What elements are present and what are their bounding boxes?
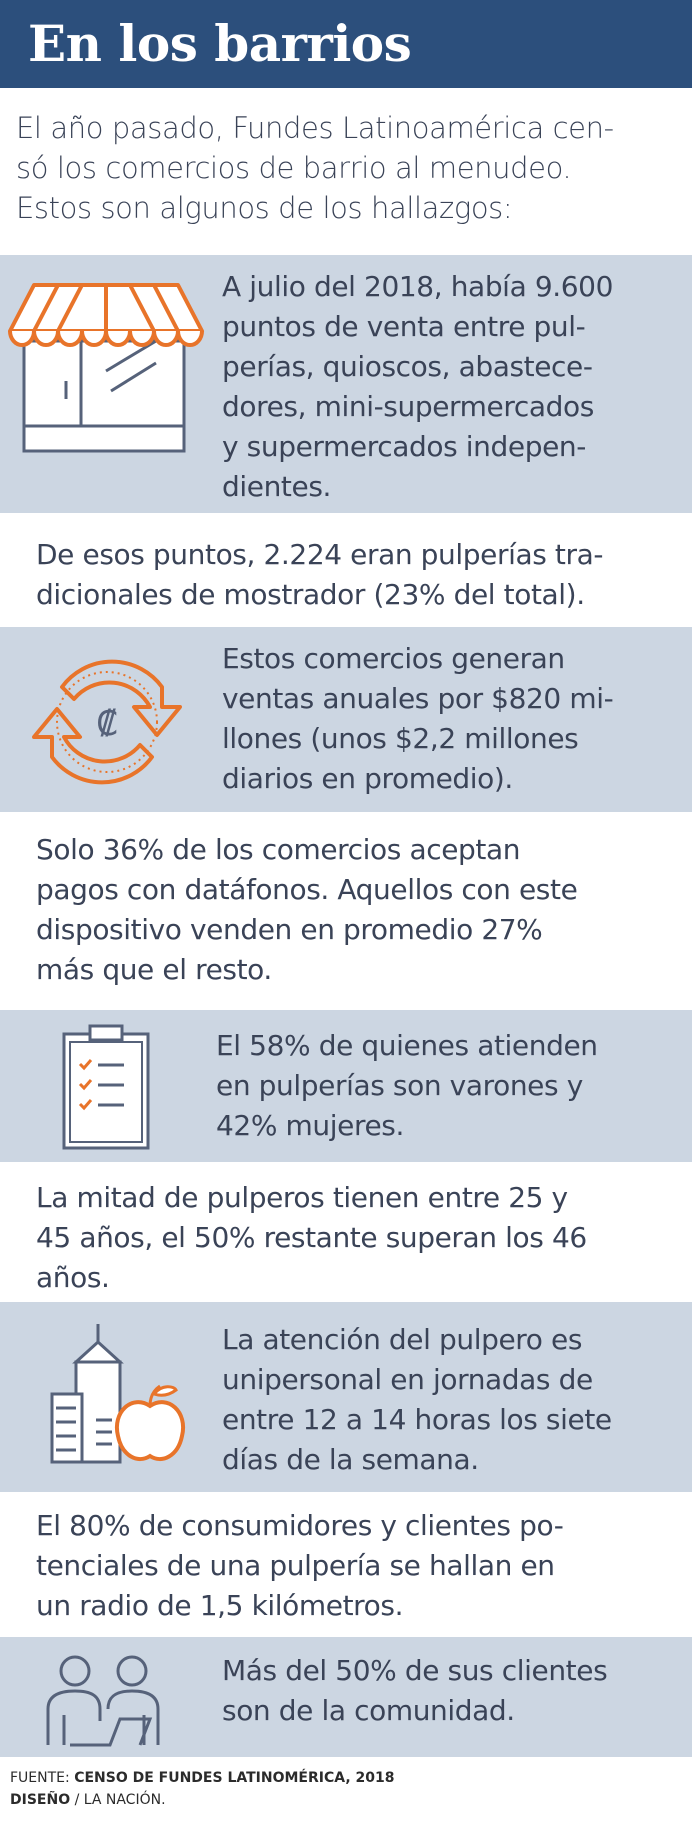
intro-line: Estos son algunos de los hallazgos: bbox=[16, 191, 513, 225]
colon-symbol: ₡ bbox=[96, 704, 118, 744]
store-awning-icon bbox=[6, 281, 206, 461]
colon-cycle-icon bbox=[22, 647, 192, 797]
finding-line: llones (unos $2,2 millones bbox=[222, 722, 579, 755]
design-credit bbox=[10, 1790, 166, 1810]
finding-band-community bbox=[0, 1637, 692, 1757]
source-credit bbox=[10, 1768, 395, 1788]
finding-text bbox=[36, 830, 686, 990]
finding-text bbox=[36, 1506, 686, 1626]
page-header bbox=[0, 0, 692, 88]
clipboard-checklist-icon bbox=[58, 1024, 158, 1154]
finding-line: Solo 36% de los comercios aceptan bbox=[36, 833, 521, 866]
finding-line: 45 años, el 50% restante superan los 46 bbox=[36, 1221, 587, 1254]
finding-line: unipersonal en jornadas de bbox=[222, 1363, 593, 1396]
page-title: En los barrios bbox=[28, 14, 412, 73]
finding-text bbox=[222, 639, 688, 799]
finding-line: dicionales de mostrador (23% del total). bbox=[36, 578, 585, 611]
finding-line: dores, mini-supermercados bbox=[222, 390, 594, 423]
finding-text bbox=[216, 1026, 686, 1146]
finding-line: puntos de venta entre pul- bbox=[222, 310, 586, 343]
finding-line: diarios en promedio). bbox=[222, 762, 513, 795]
people-icon bbox=[40, 1649, 170, 1749]
intro-line: El año pasado, Fundes Latinoamérica cen- bbox=[16, 111, 614, 145]
finding-band-hours bbox=[0, 1302, 692, 1492]
finding-line: Estos comercios generan bbox=[222, 642, 565, 675]
finding-text bbox=[36, 1178, 686, 1298]
finding-line: tenciales de una pulpería se hallan en bbox=[36, 1549, 555, 1582]
finding-line: El 58% de quienes atienden bbox=[216, 1029, 598, 1062]
finding-line: son de la comunidad. bbox=[222, 1694, 515, 1727]
design-value: / LA NACIÓN. bbox=[74, 1792, 166, 1808]
finding-band-stores bbox=[0, 255, 692, 513]
finding-band-sales bbox=[0, 627, 692, 812]
finding-line: De esos puntos, 2.224 eran pulperías tra- bbox=[36, 538, 604, 571]
intro-paragraph bbox=[16, 108, 686, 228]
finding-line: dientes. bbox=[222, 470, 332, 503]
finding-line: dispositivo venden en promedio 27% bbox=[36, 913, 543, 946]
finding-line: días de la semana. bbox=[222, 1443, 479, 1476]
finding-line: años. bbox=[36, 1261, 110, 1294]
finding-line: Más del 50% de sus clientes bbox=[222, 1654, 608, 1687]
finding-text bbox=[222, 1651, 688, 1731]
intro-line: só los comercios de barrio al menudeo. bbox=[16, 151, 572, 185]
finding-line: entre 12 a 14 horas los siete bbox=[222, 1403, 612, 1436]
finding-line: ventas anuales por $820 mi- bbox=[222, 682, 614, 715]
finding-line: más que el resto. bbox=[36, 953, 272, 986]
finding-line: El 80% de consumidores y clientes po- bbox=[36, 1509, 564, 1542]
finding-line: La atención del pulpero es bbox=[222, 1323, 583, 1356]
finding-line: pagos con datáfonos. Aquellos con este bbox=[36, 873, 578, 906]
finding-text bbox=[36, 535, 686, 615]
finding-line: y supermercados indepen- bbox=[222, 430, 586, 463]
finding-line: La mitad de pulperos tienen entre 25 y bbox=[36, 1181, 568, 1214]
finding-text bbox=[222, 1320, 688, 1480]
finding-line: A julio del 2018, había 9.600 bbox=[222, 270, 613, 303]
finding-line: 42% mujeres. bbox=[216, 1109, 404, 1142]
finding-line: en pulperías son varones y bbox=[216, 1069, 583, 1102]
design-label: DISEÑO bbox=[10, 1792, 71, 1808]
finding-line: un radio de 1,5 kilómetros. bbox=[36, 1589, 404, 1622]
source-label: FUENTE: bbox=[10, 1770, 70, 1786]
source-value: CENSO DE FUNDES LATINOMÉRICA, 2018 bbox=[74, 1770, 395, 1786]
building-apple-icon bbox=[46, 1324, 196, 1474]
finding-line: perías, quioscos, abastece- bbox=[222, 350, 593, 383]
finding-text bbox=[222, 267, 688, 507]
finding-band-gender bbox=[0, 1010, 692, 1162]
